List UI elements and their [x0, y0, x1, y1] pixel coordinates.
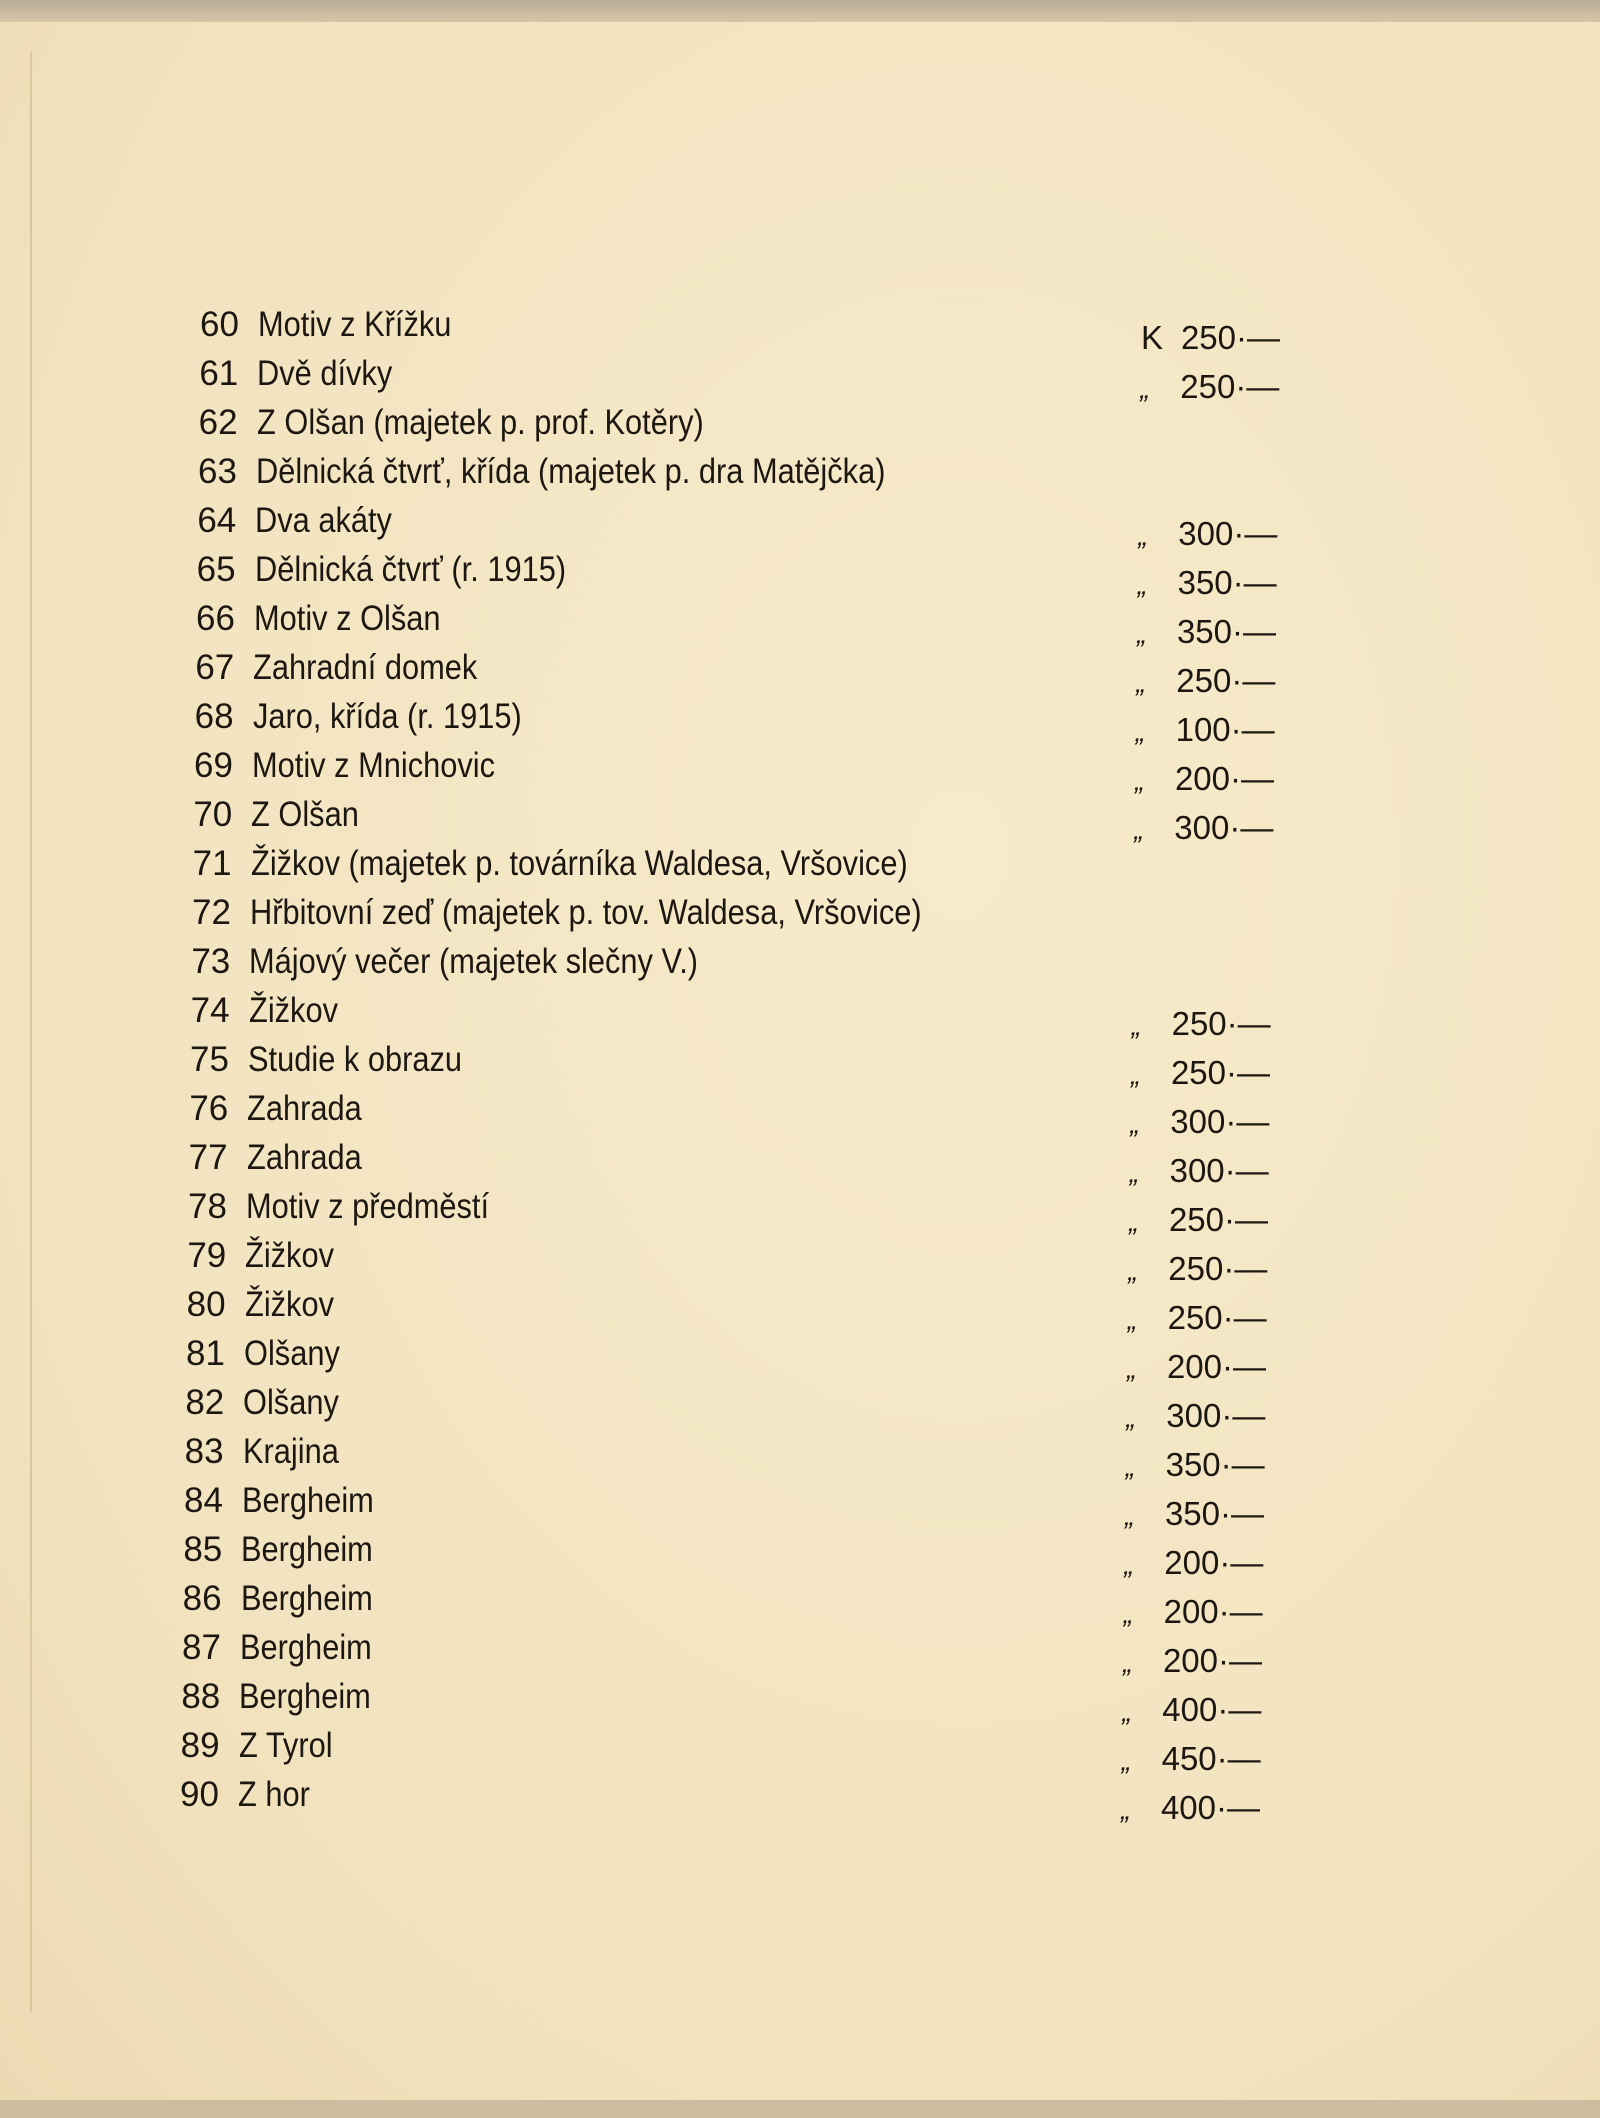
- entry-price: [1075, 711, 1275, 749]
- entry-price: [1063, 1544, 1263, 1582]
- entry-price: [1069, 1103, 1269, 1141]
- price-amount: 200·—: [1174, 760, 1274, 797]
- entry-price: [1069, 1152, 1269, 1190]
- catalog-entry: [180, 1775, 320, 1819]
- price-amount: 250·—: [1180, 368, 1280, 405]
- entry-title: Bergheim: [240, 1579, 373, 1618]
- ditto-mark: „: [1134, 814, 1144, 845]
- page-fold-line: [30, 52, 32, 2012]
- price-amount: 250·—: [1171, 1005, 1271, 1042]
- catalog-entry: [199, 403, 765, 447]
- catalog-entry: [195, 697, 558, 741]
- entry-price: [1071, 1005, 1271, 1043]
- ditto-mark: „: [1128, 1255, 1138, 1286]
- entry-price: [1063, 1593, 1263, 1631]
- entry-number: 73: [191, 942, 231, 981]
- entry-number: 83: [184, 1432, 224, 1471]
- entry-number: 66: [196, 599, 235, 638]
- entry-number: 77: [188, 1138, 228, 1177]
- entry-price: [1067, 1299, 1267, 1337]
- entry-title: Dvě dívky: [257, 354, 393, 393]
- ditto-mark: „: [1124, 1500, 1135, 1531]
- entry-price: [1065, 1446, 1265, 1484]
- entry-price: [1080, 319, 1280, 357]
- ditto-mark: „: [1138, 520, 1148, 551]
- catalog-entry: [189, 1138, 377, 1182]
- ditto-mark: „: [1136, 618, 1147, 649]
- entry-title: Z hor: [238, 1775, 310, 1814]
- price-amount: 250·—: [1168, 1201, 1268, 1238]
- entry-number: 72: [192, 893, 231, 932]
- catalog-entry: [189, 1089, 377, 1133]
- currency-mark: K: [1140, 319, 1163, 356]
- entry-price: [1068, 1201, 1268, 1239]
- price-amount: 300·—: [1169, 1152, 1269, 1189]
- catalog-entry: [200, 305, 478, 349]
- entry-price: [1074, 760, 1274, 798]
- entry-number: 78: [188, 1187, 227, 1226]
- ditto-mark: „: [1120, 1794, 1131, 1825]
- price-amount: 300·—: [1174, 809, 1274, 846]
- catalog-entry: [183, 1530, 391, 1574]
- catalog-entry: [187, 1285, 346, 1329]
- entry-price: [1062, 1642, 1262, 1680]
- ditto-mark: „: [1137, 569, 1147, 600]
- scan-top-edge: [0, 0, 1600, 24]
- catalog-entry: [191, 942, 759, 986]
- entry-price: [1075, 662, 1275, 700]
- ditto-mark: „: [1134, 765, 1145, 796]
- entry-price: [1067, 1250, 1267, 1288]
- entry-title: Motiv z Křížku: [258, 305, 452, 344]
- entry-title: Bergheim: [239, 1677, 372, 1716]
- entry-title: Májový večer (majetek slečny V.): [249, 942, 699, 981]
- entry-title: Bergheim: [242, 1481, 374, 1520]
- entry-number: 87: [182, 1628, 221, 1667]
- entry-title: Studie k obrazu: [248, 1040, 463, 1079]
- entry-title: Hřbitovní zeď (majetek p. tov. Waldesa, Vršovice): [250, 893, 922, 932]
- entry-number: 75: [190, 1040, 229, 1079]
- entry-number: 60: [200, 305, 239, 344]
- catalog-entry: [194, 746, 528, 790]
- entry-number: 80: [186, 1285, 226, 1324]
- price-amount: 300·—: [1178, 515, 1278, 552]
- entry-title: Dělnická čtvrť (r. 1915): [254, 550, 566, 589]
- catalog-entry: [188, 1187, 522, 1231]
- entry-title: Žižkov (majetek p. továrníka Waldesa, Vršovice): [250, 844, 908, 883]
- entry-number: 64: [197, 501, 237, 540]
- entry-number: 79: [187, 1236, 227, 1275]
- entry-number: 61: [199, 354, 239, 393]
- entry-price: [1070, 1054, 1270, 1092]
- catalog-entry: [184, 1481, 392, 1525]
- catalog-entry: [185, 1383, 352, 1427]
- catalog-entry: [182, 1628, 390, 1672]
- ditto-mark: „: [1121, 1745, 1131, 1776]
- price-amount: 200·—: [1164, 1544, 1264, 1581]
- catalog-entry: [192, 893, 1013, 937]
- entry-number: 63: [198, 452, 237, 491]
- scan-bottom-edge: [0, 2100, 1600, 2118]
- catalog-entry: [199, 354, 411, 398]
- catalog-entry: [183, 1579, 391, 1623]
- entry-number: 90: [180, 1775, 219, 1814]
- entry-number: 81: [186, 1334, 225, 1373]
- price-amount: 300·—: [1170, 1103, 1270, 1140]
- entry-number: 68: [194, 697, 234, 736]
- entry-number: 86: [182, 1579, 222, 1618]
- price-amount: 350·—: [1177, 564, 1277, 601]
- entry-number: 70: [193, 795, 233, 834]
- entry-number: 65: [196, 550, 236, 589]
- entry-price: [1065, 1397, 1265, 1435]
- catalog-entry: [185, 1432, 352, 1476]
- ditto-mark: „: [1127, 1304, 1137, 1335]
- price-amount: 200·—: [1163, 1593, 1263, 1630]
- price-amount: 250·—: [1170, 1054, 1270, 1091]
- ditto-mark: „: [1128, 1206, 1139, 1237]
- entry-number: 85: [183, 1530, 223, 1569]
- entry-price: [1073, 809, 1273, 847]
- price-amount: 250·—: [1180, 319, 1280, 356]
- entry-title: Zahrada: [246, 1138, 362, 1177]
- price-amount: 200·—: [1166, 1348, 1266, 1385]
- price-amount: 350·—: [1164, 1495, 1264, 1532]
- catalog-entry: [197, 550, 609, 594]
- entry-price: [1077, 564, 1277, 602]
- catalog-entry: [186, 1334, 353, 1378]
- entry-title: Jaro, křída (r. 1915): [252, 697, 522, 736]
- entry-title: Motiv z Mnichovic: [252, 746, 496, 785]
- entry-title: Zahradní domek: [253, 648, 478, 687]
- entry-title: Krajina: [242, 1432, 339, 1471]
- entry-price: [1076, 613, 1276, 651]
- ditto-mark: „: [1135, 716, 1145, 747]
- entry-title: Bergheim: [240, 1628, 372, 1667]
- ditto-mark: „: [1126, 1353, 1137, 1384]
- entry-title: Olšany: [243, 1383, 340, 1422]
- catalog-entry: [181, 1677, 389, 1721]
- price-amount: 400·—: [1160, 1789, 1260, 1826]
- price-amount: 200·—: [1162, 1642, 1262, 1679]
- ditto-mark: „: [1140, 373, 1150, 404]
- entry-title: Motiv z předměstí: [246, 1187, 490, 1226]
- ditto-mark: „: [1130, 1059, 1141, 1090]
- ditto-mark: „: [1123, 1598, 1133, 1629]
- entry-title: Z Olšan: [251, 795, 360, 834]
- catalog-entry: [193, 795, 374, 839]
- entry-title: Olšany: [244, 1334, 340, 1373]
- catalog-entry: [191, 991, 350, 1035]
- price-amount: 450·—: [1161, 1740, 1261, 1777]
- catalog-entry: [195, 648, 508, 692]
- price-amount: 250·—: [1168, 1250, 1268, 1287]
- entry-price: [1061, 1691, 1261, 1729]
- entry-number: 62: [198, 403, 238, 442]
- entry-price: [1064, 1495, 1264, 1533]
- entry-title: Zahrada: [247, 1089, 363, 1128]
- entry-number: 71: [192, 844, 232, 883]
- ditto-mark: „: [1122, 1696, 1132, 1727]
- entry-title: Žižkov: [248, 991, 338, 1030]
- price-amount: 350·—: [1176, 613, 1276, 650]
- entry-title: Bergheim: [241, 1530, 374, 1569]
- ditto-mark: „: [1126, 1402, 1136, 1433]
- ditto-mark: „: [1130, 1108, 1140, 1139]
- price-amount: 400·—: [1162, 1691, 1262, 1728]
- catalog-entry: [190, 1040, 491, 1084]
- price-amount: 100·—: [1175, 711, 1275, 748]
- entry-title: Dělnická čtvrť, křída (majetek p. dra Matějčka): [256, 452, 886, 491]
- catalog-page: [0, 22, 1600, 2102]
- entry-title: Motiv z Olšan: [254, 599, 441, 638]
- price-amount: 250·—: [1176, 662, 1276, 699]
- entry-number: 69: [194, 746, 233, 785]
- price-amount: 350·—: [1165, 1446, 1265, 1483]
- entry-number: 82: [185, 1383, 225, 1422]
- entry-price: [1079, 368, 1279, 406]
- catalog-entry: [187, 1236, 346, 1280]
- ditto-mark: „: [1122, 1647, 1133, 1678]
- entry-title: Z Tyrol: [238, 1726, 333, 1765]
- catalog-entry: [197, 501, 411, 545]
- catalog-entry: [181, 1726, 345, 1770]
- catalog-entry: [198, 452, 971, 496]
- entry-number: 76: [189, 1089, 229, 1128]
- ditto-mark: „: [1136, 667, 1146, 698]
- ditto-mark: „: [1129, 1157, 1139, 1188]
- entry-number: 88: [181, 1677, 221, 1716]
- entry-title: Žižkov: [245, 1236, 335, 1275]
- entry-price: [1066, 1348, 1266, 1386]
- entry-price: [1061, 1740, 1261, 1778]
- price-amount: 250·—: [1167, 1299, 1267, 1336]
- entry-title: Z Olšan (majetek p. prof. Kotěry): [256, 403, 704, 442]
- entry-title: Dva akáty: [255, 501, 393, 540]
- price-amount: 300·—: [1166, 1397, 1266, 1434]
- entry-number: 84: [184, 1481, 223, 1520]
- entry-price: [1060, 1789, 1260, 1827]
- entry-number: 74: [190, 991, 230, 1030]
- entry-number: 67: [195, 648, 235, 687]
- ditto-mark: „: [1131, 1010, 1141, 1041]
- catalog-entry: [196, 599, 466, 643]
- entry-price: [1077, 515, 1277, 553]
- entry-title: Žižkov: [244, 1285, 334, 1324]
- catalog-entry: [193, 844, 997, 888]
- ditto-mark: „: [1125, 1451, 1135, 1482]
- entry-number: 89: [180, 1726, 220, 1765]
- ditto-mark: „: [1124, 1549, 1134, 1580]
